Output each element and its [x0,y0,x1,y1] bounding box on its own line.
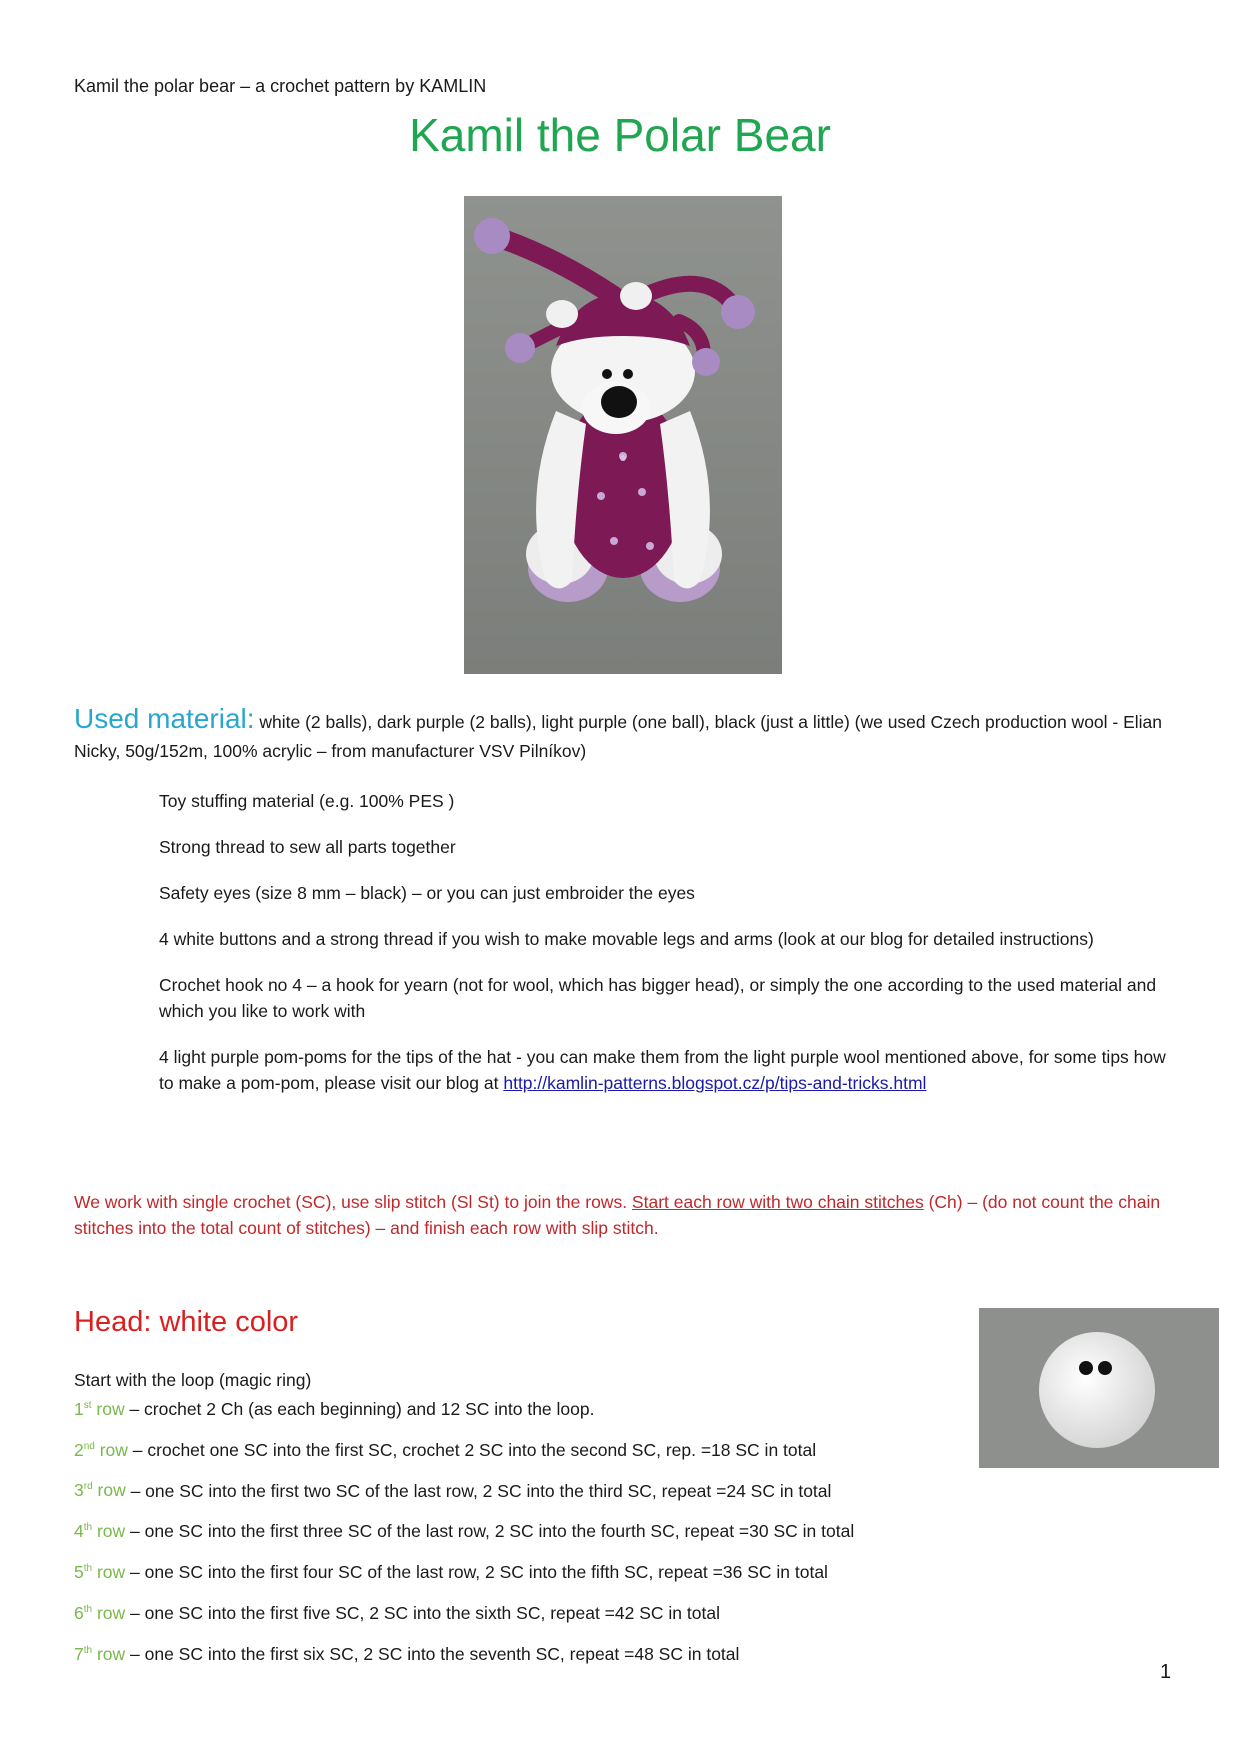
row-word: row [92,1521,126,1542]
row-ordinal: th [83,1563,93,1575]
page-number: 1 [1160,1661,1172,1683]
row-word: row [92,1480,126,1501]
head-photo [979,1308,1219,1468]
technique-note [74,1189,1164,1241]
materials-list [159,788,1169,1116]
note-text-2: (Ch) – (do not count the chain stitches into the total count of stitches) – and finish each row with slip stitch. [74,1192,1161,1238]
row-word: row [92,1643,126,1664]
row-number: 7 [74,1643,84,1664]
used-material-text: white (2 balls), dark purple (2 balls), light purple (one ball), black (just a little) (we used Czech production wool - Elian Nicky, 50g/152m, 100% acrylic – from manufacturer VSV Pilníkov) [74,712,1163,761]
row-text: – crochet one SC into the first SC, crochet 2 SC into the second SC, rep. =18 SC in total [127,1439,817,1460]
row-number: 4 [74,1521,84,1542]
page-title: Kamil the Polar Bear [409,109,831,161]
pom-pom-text: 4 light purple pom-poms for the tips of the hat - you can make them from the light purple wool mentioned above, for some tips how to make a pom-pom, please visit our blog at [159,1047,1166,1093]
row-instruction [74,1394,974,1421]
row-instruction [74,1557,974,1584]
row-number: 2 [74,1439,84,1460]
row-instruction [74,1516,974,1543]
start-instruction: Start with the loop (magic ring) [74,1370,312,1390]
head-section-title: Head: white color [74,1306,299,1338]
list-item: 4 white buttons and a strong thread if you wish to make movable legs and arms (look at our blog for detailed instructions) [159,929,1094,949]
row-text: – one SC into the first four SC of the last row, 2 SC into the fifth SC, repeat =36 SC in total [125,1562,828,1583]
list-item: Safety eyes (size 8 mm – black) – or you can just embroider the eyes [159,883,695,903]
row-word: row [94,1439,128,1460]
row-text: – one SC into the first two SC of the last row, 2 SC into the third SC, repeat =24 SC in total [125,1480,832,1501]
row-label [74,1399,125,1419]
row-instruction [74,1435,974,1462]
row-word: row [92,1602,126,1623]
list-item: Toy stuffing material (e.g. 100% PES ) [159,791,455,811]
row-text: – one SC into the first five SC, 2 SC into the sixth SC, repeat =42 SC in total [125,1602,720,1623]
row-word: row [91,1398,125,1419]
row-label [74,1562,125,1582]
row-number: 3 [74,1480,84,1501]
row-ordinal: th [83,1604,93,1616]
row-instruction [74,1476,974,1503]
list-item: Strong thread to sew all parts together [159,837,456,857]
bear-photo [464,196,782,674]
row-ordinal: th [83,1522,93,1534]
row-word: row [92,1562,126,1583]
row-label [74,1521,125,1541]
row-label [74,1480,126,1500]
row-ordinal: th [83,1644,93,1656]
row-number: 6 [74,1602,84,1623]
row-instruction [74,1639,974,1666]
row-ordinal: rd [83,1481,93,1493]
row-number: 1 [74,1398,84,1419]
tips-link[interactable]: http://kamlin-patterns.blogspot.cz/p/tips-and-tricks.html [503,1073,927,1093]
head-instructions [74,1368,974,1680]
row-number: 5 [74,1562,84,1583]
used-material-heading: Used material: [74,703,255,734]
row-ordinal: nd [83,1440,95,1452]
row-label [74,1440,128,1460]
row-label [74,1603,125,1623]
note-underlined: Start each row with two chain stitches [631,1192,924,1212]
rows-list [74,1394,974,1666]
row-instruction [74,1598,974,1625]
row-ordinal: st [83,1400,92,1411]
row-text: – one SC into the first three SC of the last row, 2 SC into the fourth SC, repeat =30 SC in total [125,1521,855,1542]
row-label [74,1644,125,1664]
running-header: Kamil the polar bear – a crochet pattern by KAMLIN [74,76,487,96]
row-text: – one SC into the first six SC, 2 SC into the seventh SC, repeat =48 SC in total [125,1643,740,1664]
list-item: Crochet hook no 4 – a hook for yearn (not for wool, which has bigger head), or simply the one according to the used material and which you like to work with [159,975,1157,1021]
used-material-paragraph [74,704,1174,766]
note-text-1: We work with single crochet (SC), use slip stitch (Sl St) to join the rows. [74,1192,632,1212]
row-text: – crochet 2 Ch (as each beginning) and 12 SC into the loop. [124,1398,595,1419]
list-item [159,1044,1169,1096]
